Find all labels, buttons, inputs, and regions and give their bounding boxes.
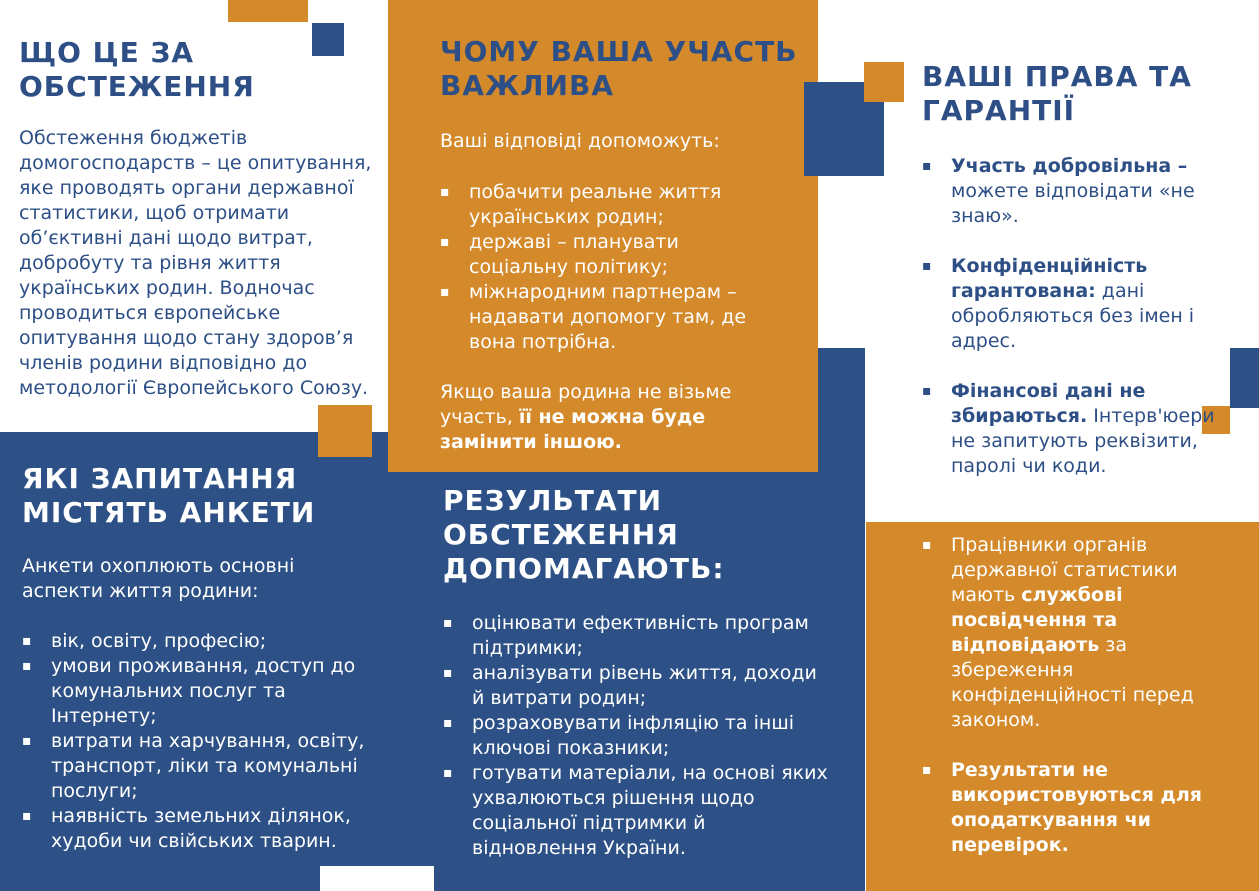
deco-square [228, 0, 308, 22]
list-item: ▪ Конфіденційність гарантована: дані обробляються без імен і адрес. [922, 254, 1240, 354]
list-item: ▪ міжнародним партнерам – надавати допомогу там, де вона потрібна. [440, 280, 780, 355]
results-list [443, 611, 828, 861]
closing-note: Якщо ваша родина не візьме участь, її не можна буде замінити іншою. [440, 381, 732, 454]
list-item: ▪ державі – планувати соціальну політику; [440, 230, 780, 280]
list-item: ▪ умови проживання, доступ до комунальних послуг та Інтернету; [22, 654, 384, 729]
section-title: ЯКІ ЗАПИТАННЯ МІСТЯТЬ АНКЕТИ [22, 462, 316, 530]
guarantees-list [922, 533, 1240, 858]
list-item: ▪ Фінансові дані не збираються. Інтерв'юери не запитують реквізити, паролі чи коди. [922, 379, 1240, 479]
list-item: ▪ витрати на харчування, освіту, транспорт, ліки та комунальні послуги; [22, 729, 384, 804]
section-rights [922, 60, 1242, 479]
rights-list [922, 154, 1240, 479]
list-item: ▪ побачити реальне життя українських родин; [440, 180, 780, 230]
benefits-list [440, 180, 780, 355]
deco-square [318, 405, 372, 457]
section-title: РЕЗУЛЬТАТИ ОБСТЕЖЕННЯ ДОПОМАГАЮТЬ: [443, 484, 725, 586]
list-item: ▪ Результати не використовуються для оподаткування чи перевірок. [922, 758, 1240, 858]
deco-square [864, 62, 904, 102]
section-title: ЧОМУ ВАША УЧАСТЬ ВАЖЛИВА [440, 35, 798, 103]
list-item: ▪ Працівники органів державної статистики мають службові посвідчення та відповідають за збереження конфіденційності перед законом. [922, 533, 1240, 733]
list-item: ▪ готувати матеріали, на основі яких ухвалюються рішення щодо соціальної підтримки й відновлення України. [443, 761, 828, 861]
section-body: Обстеження бюджетів домогосподарств – це опитування, яке проводять органи державної статистики, щоб отримати об’єктивні дані щодо витрат, добробуту та рівня життя українських родин. Водночас проводиться європейське опитування щодо стану здоров’я членів родини відповідно до методології Європейського Союзу. [19, 127, 372, 400]
deco-square [320, 866, 434, 891]
list-item: ▪ аналізувати рівень життя, доходи й витрати родин; [443, 661, 828, 711]
section-intro: Ваші відповіді допоможуть: [440, 130, 720, 153]
section-questions [22, 462, 392, 854]
section-results [443, 484, 833, 861]
list-item: ▪ розраховувати інфляцію та інші ключові показники; [443, 711, 828, 761]
section-title: ВАШІ ПРАВА ТА ГАРАНТІЇ [922, 60, 1192, 128]
section-staff-guarantees [922, 533, 1240, 858]
list-item: ▪ Участь добровільна – можете відповідати «не знаю». [922, 154, 1240, 229]
section-why-important [440, 35, 810, 455]
list-item: ▪ вік, освіту, професію; [22, 629, 384, 654]
section-what-is-survey [19, 36, 389, 401]
section-title: ЩО ЦЕ ЗА ОБСТЕЖЕННЯ [19, 36, 255, 104]
list-item: ▪ оцінювати ефективність програм підтримки; [443, 611, 828, 661]
list-item: ▪ наявність земельних ділянок, худоби чи свійських тварин. [22, 804, 384, 854]
section-intro: Анкети охоплюють основні аспекти життя родини: [22, 555, 295, 603]
questions-list [22, 629, 384, 854]
